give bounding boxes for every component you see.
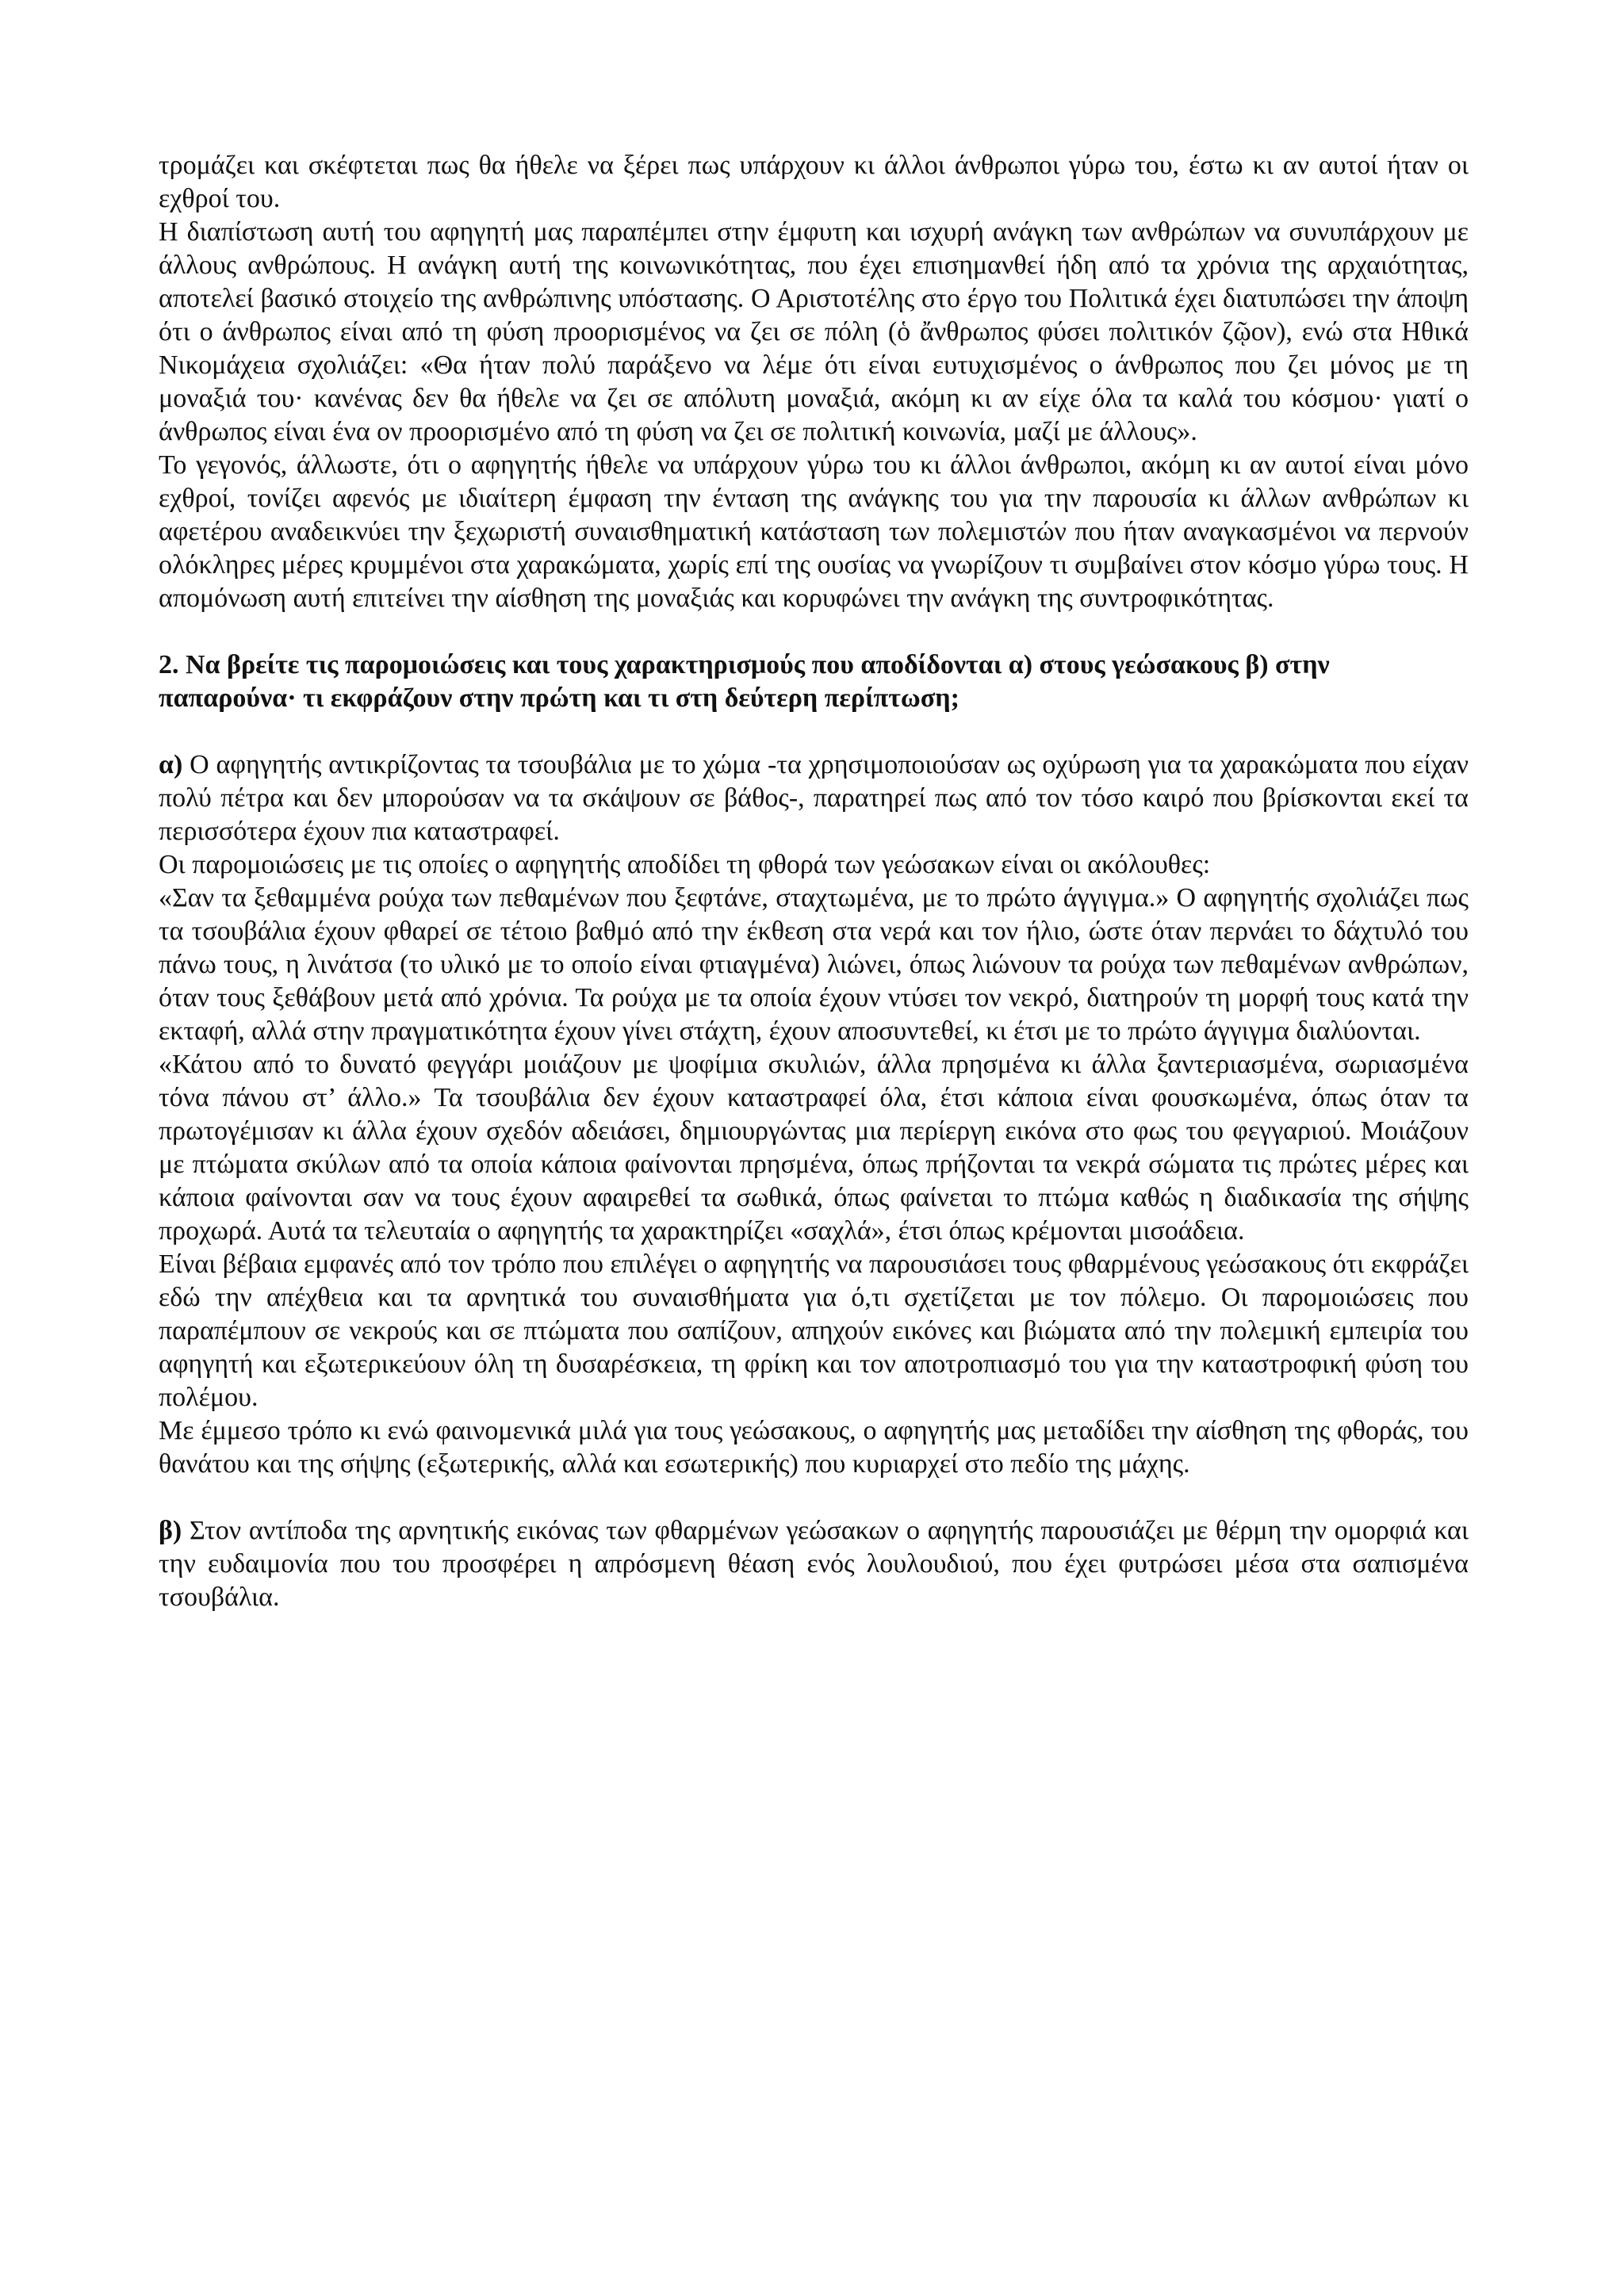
answer-a-label: α) (159, 750, 183, 779)
paragraph: Με έμμεσο τρόπο κι ενώ φαινομενικά μιλά για τους γεώσακους, ο αφηγητής μας μεταδίδει την αίσθηση της φθοράς, του θανάτου και της σήψης (εξωτερικής, αλλά και εσωτερικής) που κυριαρχεί στο πεδίο της μάχης. (159, 1416, 1469, 1479)
document-page (159, 149, 1469, 1614)
answer-b-text: Στον αντίποδα της αρνητικής εικόνας των φθαρμένων γεώσακων ο αφηγητής παρουσιάζει με θέρμη την ομορφιά και την ευδαιμονία που του προσφέρει η απρόσμενη θέαση ενός λουλουδιού, που έχει φυτρώσει μέσα στα σαπισμένα τσουβάλια. (159, 1516, 1469, 1612)
spacer (159, 1481, 1469, 1514)
answer-a-text: Ο αφηγητής αντικρίζοντας τα τσουβάλια με το χώμα -τα χρησιμοποιούσαν ως οχύρωση για τα χαρακώματα που είχαν πολύ πέτρα και δεν μπορούσαν να τα σκάψουν σε βάθος-, παρατηρεί πως από τον τόσο καιρό που βρίσκονται εκεί τα περισσότερα έχουν πια καταστραφεί. (159, 750, 1469, 846)
spacer (159, 615, 1469, 649)
paragraph: Οι παρομοιώσεις με τις οποίες ο αφηγητής αποδίδει τη φθορά των γεώσακων είναι οι ακόλουθες: (159, 850, 1211, 879)
paragraph: «Κάτου από το δυνατό φεγγάρι μοιάζουν με ψοφίμια σκυλιών, άλλα πρησμένα κι άλλα ξαντεριασμένα, σωριασμένα τόνα πάνου στ’ άλλο.» Τα τσουβάλια δεν έχουν καταστραφεί όλα, έτσι κάποια είναι φουσκωμένα, όπως όταν τα πρωτογέμισαν κι άλλα έχουν σχεδόν αδειάσει, δημιουργώντας μια περίεργη εικόνα στο φως του φεγγαριού. Μοιάζουν με πτώματα σκύλων από τα οποία κάποια φαίνονται πρησμένα, όπως πρήζονται τα νεκρά σώματα τις πρώτες μέρες και κάποια φαίνονται σαν να τους έχουν αφαιρεθεί τα σωθικά, όπως φαίνεται το πτώμα καθώς η διαδικασία της σήψης προχωρά. Αυτά τα τελευταία ο αφηγητής τα χαρακτηρίζει «σαχλά», έτσι όπως κρέμονται μισοάδεια. (159, 1050, 1469, 1246)
paragraph: Η διαπίστωση αυτή του αφηγητή μας παραπέμπει στην έμφυτη και ισχυρή ανάγκη των ανθρώπων να συνυπάρχουν με άλλους ανθρώπους. Η ανάγκη αυτή της κοινωνικότητας, που έχει επισημανθεί ήδη από τα χρόνια της αρχαιότητας, αποτελεί βασικό στοιχείο της ανθρώπινης υπόστασης. Ο Αριστοτέλης στο έργο του Πολιτικά έχει διατυπώσει την άποψη ότι ο άνθρωπος είναι από τη φύση προορισμένος να ζει σε πόλη (ὁ ἄνθρωπος φύσει πολιτικόν ζῷον), ενώ στα Ηθικά Νικομάχεια σχολιάζει: «Θα ήταν πολύ παράξενο να λέμε ότι είναι ευτυχισμένος ο άνθρωπος που ζει μόνος με τη μοναξιά του· κανένας δεν θα ήθελε να ζει σε απόλυτη μοναξιά, ακόμη κι αν είχε όλα τα καλά του κόσμου· γιατί ο άνθρωπος είναι ένα ον προορισμένο από τη φύση να ζει σε πολιτική κοινωνία, μαζί με άλλους». (159, 217, 1469, 446)
paragraph: «Σαν τα ξεθαμμένα ρούχα των πεθαμένων που ξεφτάνε, σταχτωμένα, με το πρώτο άγγιγμα.» Ο αφηγητής σχολιάζει πως τα τσουβάλια έχουν φθαρεί σε τέτοιο βαθμό από την έκθεση στα νερά και τον ήλιο, ώστε όταν περνάει το δάχτυλό του πάνω τους, η λινάτσα (το υλικό με το οποίο είναι φτιαγμένα) λιώνει, όπως λιώνουν τα ρούχα των πεθαμένων ανθρώπων, όταν τους ξεθάβουν μετά από χρόνια. Τα ρούχα με τα οποία έχουν ντύσει τον νεκρό, διατηρούν τη μορφή τους κατά την εκταφή, αλλά στην πραγματικότητα έχουν γίνει στάχτη, έχουν αποσυντεθεί, κι έτσι με το πρώτο άγγιγμα διαλύονται. (159, 883, 1469, 1046)
question-heading: 2. Να βρείτε τις παρομοιώσεις και τους χαρακτηρισμούς που αποδίδονται α) στους γεώσακους β) στην παπαρούνα· τι εκφράζουν στην πρώτη και τι στη δεύτερη περίπτωση; (159, 650, 1330, 713)
answer-a-paragraph (159, 748, 1469, 848)
paragraph: τρομάζει και σκέφτεται πως θα ήθελε να ξέρει πως υπάρχουν κι άλλοι άνθρωποι γύρω του, έστω κι αν αυτοί ήταν οι εχθροί του. (159, 151, 1469, 213)
paragraph: Είναι βέβαια εμφανές από τον τρόπο που επιλέγει ο αφηγητής να παρουσιάσει τους φθαρμένους γεώσακους ότι εκφράζει εδώ την απέχθεια και τα αρνητικά του συναισθήματα για ό,τι σχετίζεται με τον πόλεμο. Οι παρομοιώσεις που παραπέμπουν σε νεκρούς και σε πτώματα που σαπίζουν, απηχούν εικόνες και βιώματα από την πολεμική εμπειρία του αφηγητή και εξωτερικεύουν όλη τη δυσαρέσκεια, τη φρίκη και τον αποτροπιασμό του για την καταστροφική φύση του πολέμου. (159, 1249, 1469, 1412)
spacer (159, 715, 1469, 748)
paragraph: Το γεγονός, άλλωστε, ότι ο αφηγητής ήθελε να υπάρχουν γύρω του κι άλλοι άνθρωποι, ακόμη κι αν αυτοί είναι μόνο εχθροί, τονίζει αφενός με ιδιαίτερη έμφαση την ένταση της ανάγκης του για την παρουσία κι άλλων ανθρώπων κι αφετέρου αναδεικνύει την ξεχωριστή συναισθηματική κατάσταση των πολεμιστών που ήταν αναγκασμένοι να περνούν ολόκληρες μέρες κρυμμένοι στα χαρακώματα, χωρίς επί της ουσίας να γνωρίζουν τι συμβαίνει στον κόσμο γύρω τους. Η απομόνωση αυτή επιτείνει την αίσθηση της μοναξιάς και κορυφώνει την ανάγκη της συντροφικότητας. (159, 450, 1469, 613)
answer-b-paragraph (159, 1514, 1469, 1614)
answer-b-label: β) (159, 1516, 182, 1545)
